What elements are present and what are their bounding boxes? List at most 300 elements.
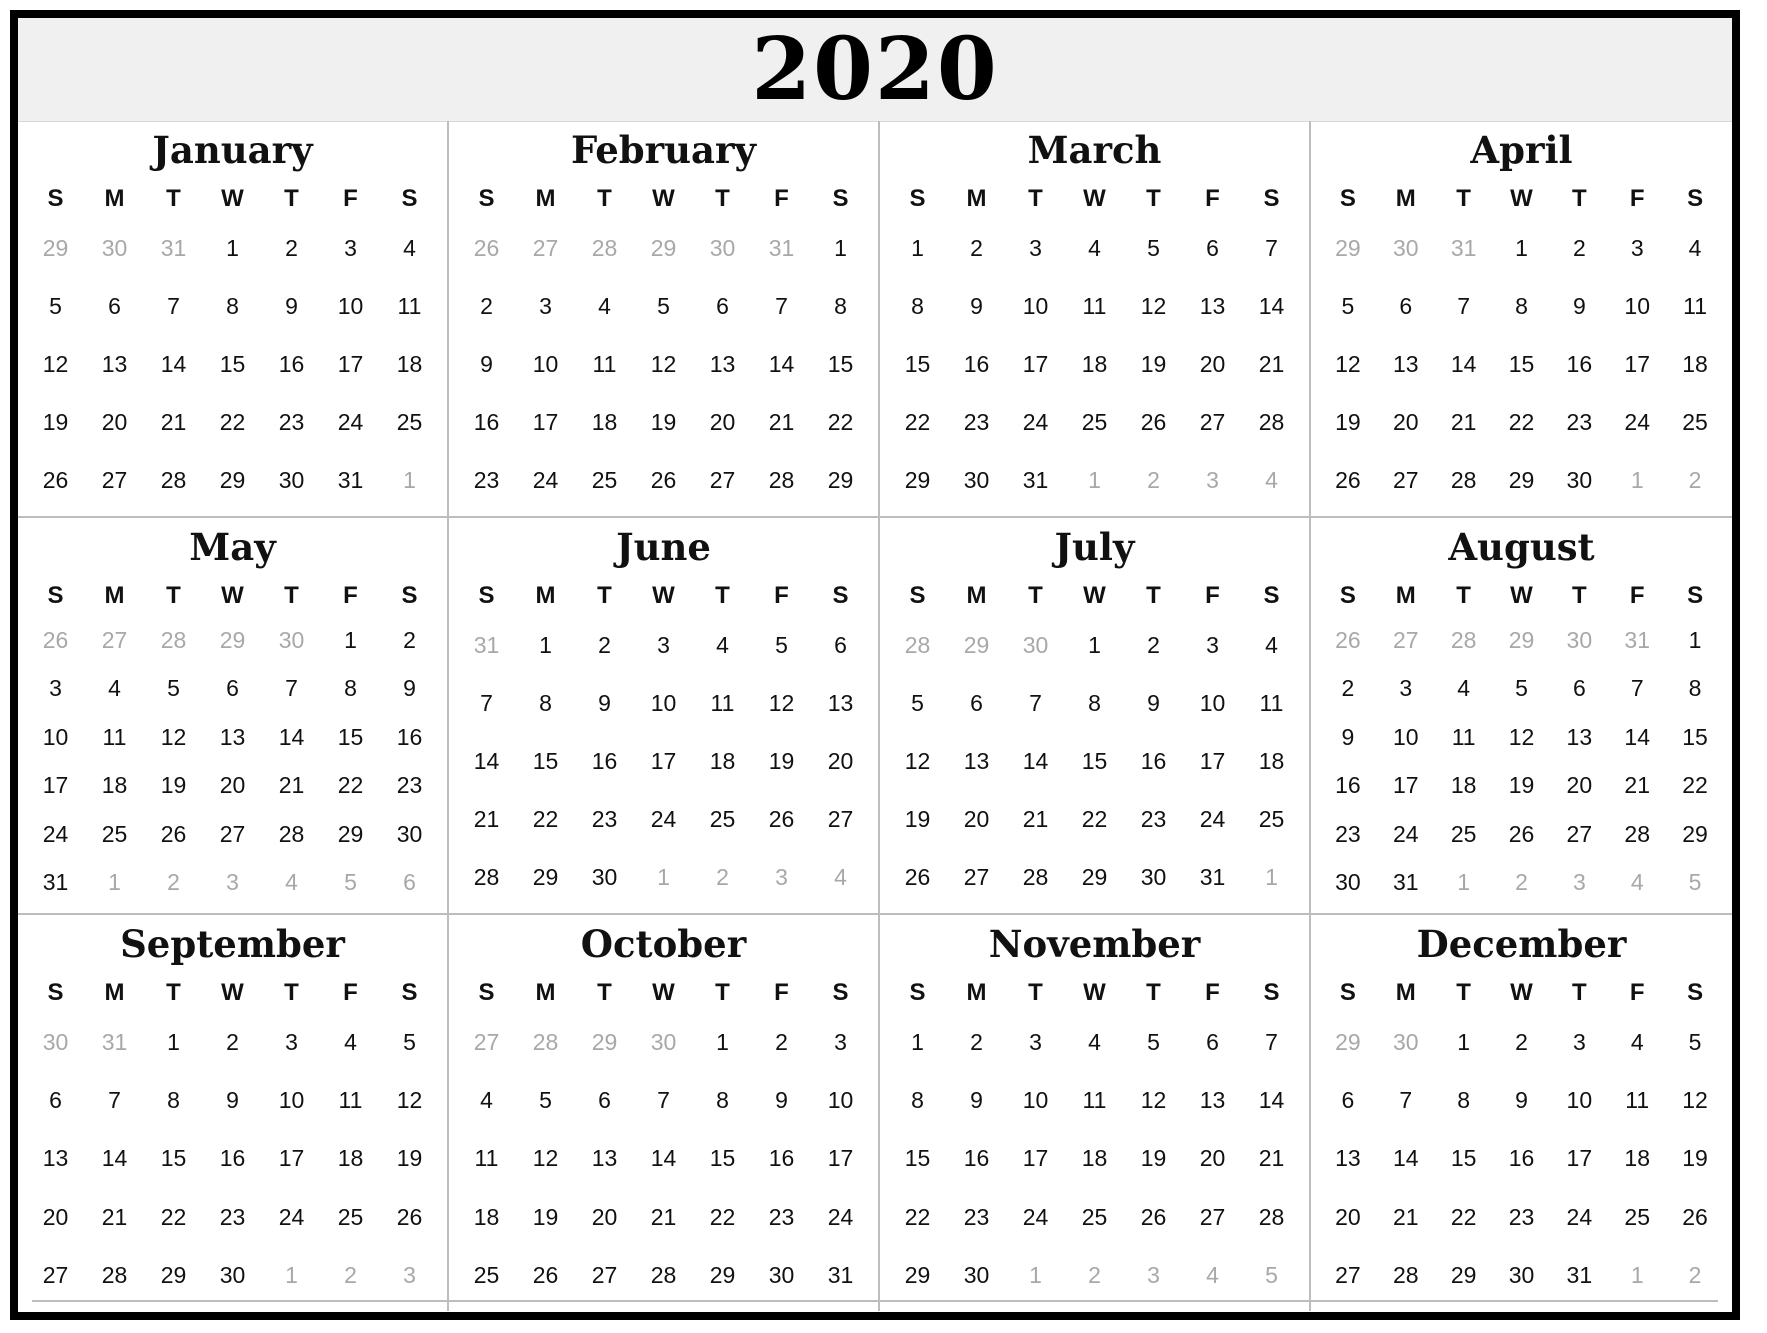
day-cell: 10 (1624, 292, 1650, 319)
weekday-sunday: S (47, 185, 64, 212)
day-cell: 27 (42, 1262, 69, 1289)
adjacent-month-day: 5 (1265, 1262, 1278, 1289)
weekday-header-row (888, 973, 1301, 1013)
month-name: November (988, 922, 1201, 966)
month-name: December (1416, 922, 1627, 966)
weekday-tuesday: T (166, 185, 181, 212)
day-cell: 19 (532, 1203, 559, 1230)
week-row (888, 1262, 1301, 1289)
day-cell: 19 (904, 806, 931, 833)
day-cell: 4 (403, 234, 416, 261)
day-cell: 24 (1199, 806, 1226, 833)
day-cell: 16 (591, 747, 618, 774)
week-row (457, 1262, 870, 1289)
day-cell: 18 (337, 1145, 364, 1172)
day-cell: 3 (344, 234, 357, 261)
weeks (1319, 219, 1724, 510)
day-cell: 15 (160, 1145, 187, 1172)
week-row (26, 1204, 439, 1231)
day-cell: 22 (904, 409, 931, 436)
weekday-header-row (457, 179, 870, 219)
week-row (26, 627, 439, 654)
day-cell: 9 (285, 292, 298, 319)
day-cell: 9 (775, 1087, 788, 1114)
day-cell: 2 (1515, 1028, 1528, 1055)
adjacent-month-day: 26 (42, 626, 69, 653)
day-cell: 16 (963, 350, 990, 377)
weekday-header-row (1319, 576, 1724, 616)
weekday-friday: F (343, 582, 358, 609)
adjacent-month-day: 29 (591, 1028, 618, 1055)
week-row (457, 748, 870, 775)
day-cell: 28 (1258, 409, 1285, 436)
day-cell: 19 (396, 1145, 423, 1172)
month-april (1311, 121, 1732, 518)
day-cell: 19 (650, 409, 677, 436)
day-cell: 12 (1335, 350, 1361, 377)
adjacent-month-day: 28 (591, 234, 618, 261)
day-cell: 8 (911, 1087, 924, 1114)
day-cell: 30 (396, 820, 423, 847)
weekday-wednesday: W (1510, 582, 1533, 609)
day-cell: 23 (1335, 820, 1361, 847)
adjacent-month-day: 30 (1566, 626, 1593, 653)
day-cell: 9 (480, 350, 493, 377)
day-cell: 13 (963, 747, 990, 774)
weekday-saturday: S (1263, 582, 1280, 609)
week-row (457, 1145, 870, 1172)
day-cell: 16 (1335, 772, 1361, 799)
weekday-header-row (457, 973, 870, 1013)
day-cell: 12 (160, 723, 187, 750)
weekday-friday: F (1629, 979, 1645, 1006)
adjacent-month-day: 29 (1335, 234, 1361, 261)
day-cell: 9 (970, 1087, 983, 1114)
day-cell: 29 (160, 1262, 187, 1289)
week-row (26, 821, 439, 848)
day-cell: 3 (657, 631, 670, 658)
day-cell: 4 (598, 292, 611, 319)
day-cell: 13 (1199, 292, 1226, 319)
adjacent-month-day: 6 (403, 869, 416, 896)
adjacent-month-day: 4 (285, 869, 298, 896)
day-cell: 20 (101, 409, 128, 436)
adjacent-month-day: 30 (101, 234, 128, 261)
week-row (457, 293, 870, 320)
day-cell: 28 (1392, 1262, 1419, 1289)
day-cell: 6 (226, 675, 239, 702)
day-cell: 2 (403, 626, 416, 653)
day-cell: 16 (473, 409, 500, 436)
day-cell: 14 (473, 747, 500, 774)
adjacent-month-day: 31 (1450, 234, 1477, 261)
day-cell: 11 (474, 1145, 499, 1172)
day-cell: 15 (1508, 350, 1535, 377)
weeks (888, 219, 1301, 510)
day-cell: 21 (1258, 350, 1285, 377)
week-row (26, 869, 439, 896)
day-cell: 19 (42, 409, 69, 436)
weekday-tuesday: T (1028, 582, 1043, 609)
adjacent-month-day: 1 (285, 1262, 298, 1289)
weekday-thursday: T (284, 185, 299, 212)
day-cell: 26 (42, 467, 69, 494)
week-row (1319, 409, 1724, 436)
day-cell: 13 (1392, 350, 1419, 377)
day-cell: 4 (480, 1087, 493, 1114)
day-cell: 3 (1630, 234, 1644, 261)
adjacent-month-day: 4 (834, 864, 847, 891)
day-cell: 20 (1392, 409, 1419, 436)
day-cell: 10 (1022, 292, 1049, 319)
day-cell: 17 (1392, 772, 1419, 799)
adjacent-month-day: 30 (709, 234, 736, 261)
week-row (457, 1204, 870, 1231)
day-cell: 9 (1147, 689, 1160, 716)
week-row (1319, 627, 1724, 654)
day-cell: 6 (1572, 675, 1586, 702)
week-row (1319, 293, 1724, 320)
day-cell: 8 (1688, 675, 1702, 702)
day-cell: 23 (768, 1203, 795, 1230)
adjacent-month-day: 28 (532, 1028, 559, 1055)
day-cell: 5 (1688, 1028, 1702, 1055)
weekday-saturday: S (1687, 979, 1704, 1006)
day-cell: 24 (42, 820, 69, 847)
day-cell: 9 (1572, 292, 1586, 319)
day-cell: 28 (1450, 467, 1477, 494)
day-cell: 24 (278, 1203, 305, 1230)
week-row (1319, 772, 1724, 799)
day-cell: 29 (1682, 820, 1708, 847)
day-cell: 7 (167, 292, 180, 319)
weekday-monday: M (966, 979, 987, 1006)
day-cell: 7 (480, 689, 493, 716)
week-row (1319, 1204, 1724, 1231)
day-cell: 23 (473, 467, 500, 494)
day-cell: 14 (768, 350, 795, 377)
day-cell: 18 (1450, 772, 1477, 799)
calendar-frame (10, 10, 1740, 1320)
adjacent-month-day: 1 (108, 869, 121, 896)
day-cell: 30 (963, 1262, 990, 1289)
weekday-friday: F (1205, 185, 1220, 212)
week-row (457, 1087, 870, 1114)
day-cell: 12 (1508, 723, 1535, 750)
weekday-tuesday: T (1456, 185, 1471, 212)
weekday-wednesday: W (652, 185, 675, 212)
day-cell: 24 (1566, 1203, 1593, 1230)
day-cell: 7 (775, 292, 788, 319)
weekday-monday: M (104, 185, 125, 212)
day-cell: 21 (1258, 1145, 1285, 1172)
day-cell: 13 (827, 689, 854, 716)
day-cell: 25 (396, 409, 423, 436)
adjacent-month-day: 2 (167, 869, 180, 896)
day-cell: 24 (1392, 820, 1419, 847)
day-cell: 26 (1335, 467, 1361, 494)
day-cell: 28 (473, 864, 500, 891)
month-june (449, 518, 880, 915)
day-cell: 17 (827, 1145, 854, 1172)
day-cell: 5 (1147, 234, 1160, 261)
weekday-sunday: S (1339, 185, 1356, 212)
day-cell: 19 (1335, 409, 1361, 436)
day-cell: 11 (1625, 1087, 1650, 1114)
week-row (888, 1087, 1301, 1114)
day-cell: 12 (42, 350, 69, 377)
day-cell: 4 (1088, 1028, 1101, 1055)
weekday-thursday: T (1572, 582, 1587, 609)
day-cell: 22 (219, 409, 246, 436)
day-cell: 30 (278, 467, 305, 494)
weekday-saturday: S (832, 582, 849, 609)
weekday-saturday: S (401, 185, 418, 212)
day-cell: 28 (1022, 864, 1049, 891)
day-cell: 21 (1392, 1203, 1419, 1230)
week-row (888, 690, 1301, 717)
day-cell: 4 (716, 631, 729, 658)
day-cell: 30 (1140, 864, 1167, 891)
day-cell: 8 (716, 1087, 729, 1114)
day-cell: 21 (1624, 772, 1650, 799)
weekday-sunday: S (909, 979, 926, 1006)
week-row (457, 1029, 870, 1056)
week-row (26, 675, 439, 702)
adjacent-month-day: 2 (1088, 1262, 1101, 1289)
weekday-monday: M (535, 582, 556, 609)
day-cell: 8 (226, 292, 239, 319)
day-cell: 28 (1624, 820, 1650, 847)
adjacent-month-day: 29 (1508, 626, 1535, 653)
day-cell: 24 (337, 409, 364, 436)
day-cell: 27 (1199, 1203, 1226, 1230)
week-row (1319, 724, 1724, 751)
day-cell: 4 (1088, 234, 1101, 261)
day-cell: 1 (834, 234, 847, 261)
day-cell: 28 (101, 1262, 128, 1289)
weekday-thursday: T (715, 185, 730, 212)
weekday-sunday: S (47, 979, 64, 1006)
weekday-thursday: T (1146, 582, 1161, 609)
weekday-thursday: T (715, 979, 730, 1006)
day-cell: 20 (591, 1203, 618, 1230)
day-cell: 13 (219, 723, 246, 750)
weeks (457, 616, 870, 907)
day-cell: 5 (775, 631, 788, 658)
week-row (888, 1145, 1301, 1172)
week-row (888, 409, 1301, 436)
adjacent-month-day: 29 (219, 626, 246, 653)
day-cell: 1 (716, 1028, 729, 1055)
weekday-tuesday: T (597, 582, 612, 609)
week-row (457, 806, 870, 833)
day-cell: 30 (1508, 1262, 1535, 1289)
day-cell: 15 (904, 1145, 931, 1172)
weekday-thursday: T (284, 582, 299, 609)
day-cell: 12 (532, 1145, 559, 1172)
day-cell: 27 (827, 806, 854, 833)
day-cell: 16 (278, 350, 305, 377)
day-cell: 25 (101, 820, 128, 847)
day-cell: 14 (1022, 747, 1049, 774)
day-cell: 13 (1335, 1145, 1361, 1172)
day-cell: 29 (532, 864, 559, 891)
day-cell: 5 (403, 1028, 416, 1055)
adjacent-month-day: 1 (1630, 467, 1644, 494)
adjacent-month-day: 31 (473, 631, 500, 658)
weekday-monday: M (104, 979, 125, 1006)
weekday-sunday: S (478, 979, 495, 1006)
weekday-sunday: S (478, 582, 495, 609)
month-july (880, 518, 1311, 915)
day-cell: 17 (1199, 747, 1226, 774)
day-cell: 10 (827, 1087, 854, 1114)
weekday-thursday: T (715, 582, 730, 609)
day-cell: 29 (1508, 467, 1535, 494)
weekday-header-row (26, 973, 439, 1013)
day-cell: 18 (101, 772, 128, 799)
day-cell: 10 (42, 723, 69, 750)
day-cell: 22 (337, 772, 364, 799)
day-cell: 4 (1630, 1028, 1644, 1055)
day-cell: 15 (337, 723, 364, 750)
week-row (26, 351, 439, 378)
day-cell: 24 (1624, 409, 1650, 436)
day-cell: 22 (1081, 806, 1108, 833)
weekday-sunday: S (909, 185, 926, 212)
day-cell: 9 (226, 1087, 239, 1114)
weekday-tuesday: T (597, 185, 612, 212)
adjacent-month-day: 30 (1392, 1028, 1419, 1055)
weekday-sunday: S (1339, 582, 1356, 609)
day-cell: 1 (344, 626, 357, 653)
weekday-thursday: T (1572, 185, 1587, 212)
day-cell: 20 (1199, 350, 1226, 377)
month-name: January (152, 128, 313, 172)
day-cell: 2 (775, 1028, 788, 1055)
day-cell: 31 (1566, 1262, 1593, 1289)
weeks (1319, 1013, 1724, 1305)
week-row (26, 1087, 439, 1114)
day-cell: 8 (911, 292, 924, 319)
day-cell: 20 (963, 806, 990, 833)
adjacent-month-day: 4 (1206, 1262, 1219, 1289)
day-cell: 22 (532, 806, 559, 833)
month-name: June (616, 525, 711, 569)
day-cell: 11 (710, 689, 735, 716)
weekday-tuesday: T (1028, 979, 1043, 1006)
day-cell: 31 (1392, 869, 1419, 896)
day-cell: 29 (1081, 864, 1108, 891)
adjacent-month-day: 4 (1265, 467, 1278, 494)
day-cell: 26 (904, 864, 931, 891)
weeks (26, 616, 439, 907)
day-cell: 26 (1682, 1203, 1708, 1230)
adjacent-month-day: 2 (1147, 467, 1160, 494)
weekday-tuesday: T (166, 582, 181, 609)
adjacent-month-day: 3 (1206, 467, 1219, 494)
weekday-tuesday: T (597, 979, 612, 1006)
week-row (1319, 1029, 1724, 1056)
adjacent-month-day: 30 (1022, 631, 1049, 658)
day-cell: 21 (473, 806, 500, 833)
weekday-wednesday: W (1510, 185, 1533, 212)
week-row (26, 1145, 439, 1172)
weekday-friday: F (343, 979, 358, 1006)
week-row (1319, 1145, 1724, 1172)
day-cell: 11 (1259, 689, 1284, 716)
weekday-header-row (26, 179, 439, 219)
day-cell: 25 (1258, 806, 1285, 833)
month-name: March (1027, 128, 1162, 172)
adjacent-month-day: 30 (1392, 234, 1419, 261)
day-cell: 3 (1572, 1028, 1586, 1055)
day-cell: 13 (1199, 1087, 1226, 1114)
weekday-monday: M (1395, 185, 1416, 212)
day-cell: 28 (768, 467, 795, 494)
day-cell: 2 (598, 631, 611, 658)
week-row (888, 864, 1301, 891)
weeks (1319, 616, 1724, 907)
weekday-sunday: S (1339, 979, 1356, 1006)
week-row (1319, 1087, 1724, 1114)
week-row (888, 806, 1301, 833)
weekday-tuesday: T (1456, 582, 1471, 609)
week-row (457, 864, 870, 891)
day-cell: 14 (650, 1145, 677, 1172)
day-cell: 25 (1081, 1203, 1108, 1230)
day-cell: 14 (1392, 1145, 1419, 1172)
day-cell: 11 (1082, 292, 1107, 319)
adjacent-month-day: 27 (1392, 626, 1419, 653)
adjacent-month-day: 30 (42, 1028, 69, 1055)
day-cell: 4 (1457, 675, 1471, 702)
day-cell: 31 (337, 467, 364, 494)
day-cell: 2 (1147, 631, 1160, 658)
adjacent-month-day: 30 (650, 1028, 677, 1055)
bottom-divider (32, 1300, 1718, 1302)
day-cell: 27 (1566, 820, 1593, 847)
day-cell: 23 (963, 409, 990, 436)
day-cell: 4 (1265, 631, 1278, 658)
day-cell: 11 (338, 1087, 363, 1114)
day-cell: 12 (768, 689, 795, 716)
month-name: September (120, 922, 345, 966)
day-cell: 16 (1508, 1145, 1535, 1172)
day-cell: 22 (1450, 1203, 1477, 1230)
weekday-saturday: S (1263, 185, 1280, 212)
day-cell: 29 (219, 467, 246, 494)
week-row (26, 724, 439, 751)
day-cell: 14 (1258, 1087, 1285, 1114)
adjacent-month-day: 29 (42, 234, 69, 261)
day-cell: 25 (709, 806, 736, 833)
day-cell: 23 (396, 772, 423, 799)
week-row (26, 772, 439, 799)
day-cell: 2 (480, 292, 493, 319)
day-cell: 6 (970, 689, 983, 716)
day-cell: 15 (904, 350, 931, 377)
adjacent-month-day: 31 (160, 234, 187, 261)
adjacent-month-day: 30 (278, 626, 305, 653)
adjacent-month-day: 31 (101, 1028, 128, 1055)
weekday-saturday: S (401, 582, 418, 609)
day-cell: 1 (1088, 631, 1101, 658)
weekday-header-row (26, 576, 439, 616)
adjacent-month-day: 3 (1147, 1262, 1160, 1289)
day-cell: 21 (101, 1203, 128, 1230)
